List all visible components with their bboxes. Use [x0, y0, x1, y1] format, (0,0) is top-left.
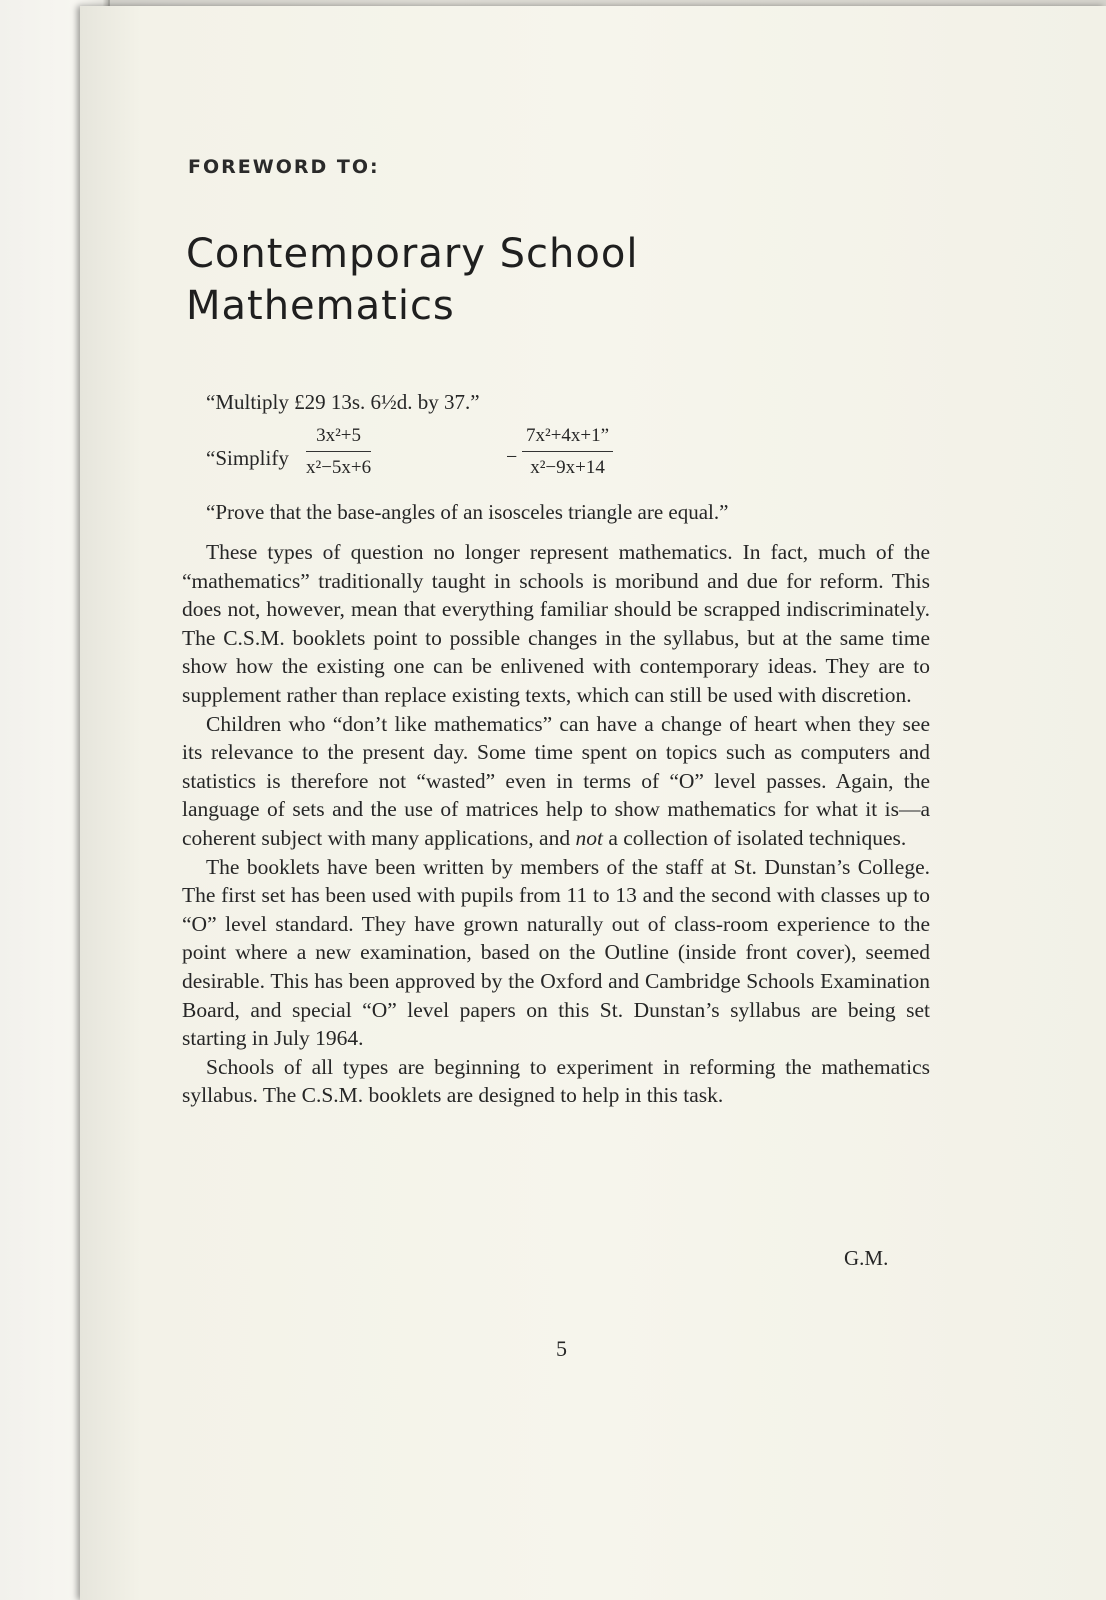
fraction-2-denominator: x²−9x+14 — [530, 457, 605, 478]
foreword-body — [182, 538, 930, 1110]
book-title — [186, 228, 826, 332]
title-line-1: Contemporary School — [186, 231, 639, 277]
fraction-1-denominator: x²−5x+6 — [306, 457, 372, 478]
author-initials: G.M. — [844, 1246, 889, 1270]
fraction-1-numerator: 3x²+5 — [306, 424, 371, 452]
paragraph-4: Schools of all types are beginning to experiment in reforming the mathematics syllabus. The C.S.M. booklets are designed to help in this task. — [182, 1054, 930, 1108]
quote-prove: “Prove that the base-angles of an isosceles triangle are equal.” — [206, 500, 729, 524]
book-page — [80, 6, 1106, 1600]
quote-multiply: “Multiply £29 13s. 6½d. by 37.” — [206, 390, 480, 414]
paragraph-1: These types of question no longer represent mathematics. In fact, much of the “mathematics” traditionally taught in schools is moribund and due for reform. This does not, however, mean that everything familiar should be scrapped indiscriminately. The C.S.M. booklets point to possible changes in the syllabus, but at the same time show how the existing one can be enlivened with contemporary ideas. They are to supplement rather than replace existing texts, which can still be used with discretion. — [182, 540, 930, 707]
paragraph-2-text-a: Children who “don’t like mathematics” can have a change of heart when they see its relevance to the present day. Some time spent on topics such as computers and statistics is therefore not “wasted” even in terms of “O” level passes. Again, the language of sets and the use of matrices help to show mathematics for what it is—a coherent subject with many applications, and — [182, 711, 930, 850]
page-number: 5 — [556, 1336, 567, 1361]
paragraph-2 — [182, 710, 930, 853]
fraction-2 — [522, 424, 613, 480]
simplify-label: “Simplify — [206, 446, 289, 470]
fraction-2-numerator: 7x²+4x+1” — [522, 424, 613, 452]
fraction-1 — [306, 424, 371, 480]
minus-sign: − — [506, 446, 518, 468]
paragraph-3: The booklets have been written by members of the staff at St. Dunstan’s College. The first set has been used with pupils from 11 to 13 and the second with classes up to “O” level standard. They have grown naturally out of class-room experience to the point where a new examination, based on the Outline (inside front cover), seemed desirable. This has been approved by the Oxford and Cambridge Schools Examination Board, and special “O” level papers on this St. Dunstan’s syllabus are being set starting in July 1964. — [182, 854, 930, 1051]
paragraph-2-emphasis: not — [575, 825, 603, 850]
title-line-2: Mathematics — [186, 283, 455, 329]
foreword-kicker: FOREWORD TO: — [188, 156, 380, 178]
paragraph-2-text-b: a collection of isolated techniques. — [602, 825, 907, 850]
